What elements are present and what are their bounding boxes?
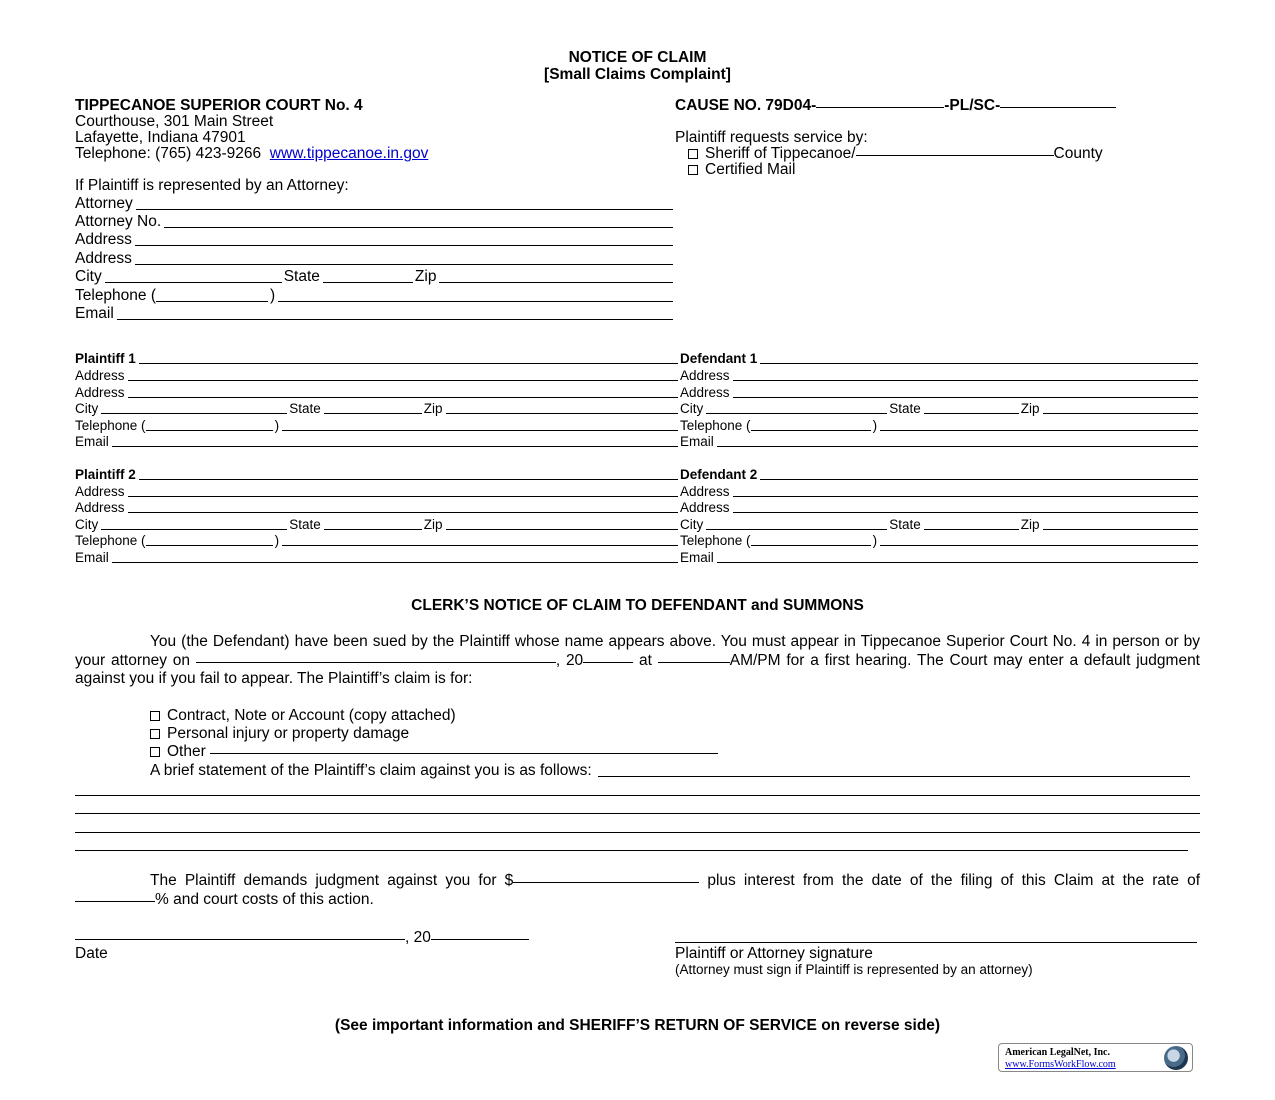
plaintiff2-email-field[interactable]	[112, 562, 678, 563]
notice-text-a: You (the Defendant) have been sued by the Plaintiff whose name appears above. You must appear in Tippecanoe Superior Court No. 4 in person or by your attorney on	[75, 633, 1200, 669]
attorney-address-field-2[interactable]	[135, 264, 673, 265]
claim-option-contract	[150, 707, 456, 725]
plaintiff1-city-label: City	[75, 401, 99, 416]
other-checkbox[interactable]	[150, 747, 160, 757]
defendant2-label: Defendant 2	[680, 467, 758, 482]
defendant1-zip-field[interactable]	[1043, 413, 1198, 414]
attorney-telephone-label: Telephone (	[75, 287, 157, 304]
defendant1-state-label: State	[889, 401, 921, 416]
claim-statement-row	[150, 762, 1192, 780]
defendant1-zip-label: Zip	[1020, 401, 1040, 416]
date-label: Date	[75, 945, 108, 962]
plaintiff1-address-row-1	[75, 368, 680, 384]
defendant2-state-label: State	[889, 517, 921, 532]
sheriff-checkbox[interactable]	[688, 149, 698, 159]
plaintiff2-address-row-1	[75, 484, 680, 500]
defendant1-city-field[interactable]	[706, 413, 887, 414]
plaintiff1-telephone-paren: )	[274, 418, 280, 433]
attorney-area-code-field[interactable]	[156, 301, 268, 302]
defendant2-email-row	[680, 550, 1200, 566]
attorney-city-field[interactable]	[105, 282, 282, 283]
plaintiff1-email-field[interactable]	[112, 446, 678, 447]
defendant1-email-label: Email	[680, 434, 714, 449]
attorney-address-row-2	[75, 250, 675, 268]
attorney-telephone-field[interactable]	[278, 301, 673, 302]
plaintiff1-city-row	[75, 401, 680, 417]
plaintiff2-email-row	[75, 550, 680, 566]
attorney-email-label: Email	[75, 305, 114, 322]
attorney-city-row	[75, 268, 675, 286]
attorney-header: If Plaintiff is represented by an Attorney:	[75, 177, 349, 194]
attorney-state-field[interactable]	[323, 282, 413, 283]
defendant1-name-row	[680, 351, 1200, 367]
claim-statement-field-4[interactable]	[75, 832, 1200, 833]
plaintiff1-state-label: State	[289, 401, 321, 416]
county-field[interactable]	[856, 155, 1054, 156]
notice-text-year: , 20	[555, 651, 584, 669]
defendant1-address-row-1	[680, 368, 1200, 384]
claim-option-other	[150, 743, 718, 761]
attorney-address-label: Address	[75, 231, 132, 248]
attorney-name-row	[75, 195, 675, 213]
plaintiff2-address-label: Address	[75, 500, 125, 515]
defendant2-address-row-1	[680, 484, 1200, 500]
notice-text-at: at	[639, 651, 652, 669]
hearing-year-field[interactable]	[583, 662, 633, 663]
contract-label: Contract, Note or Account (copy attached)	[167, 707, 456, 724]
plaintiff1-city-field[interactable]	[101, 413, 287, 414]
defendant2-telephone-row	[680, 533, 1200, 549]
defendant1-city-row	[680, 401, 1200, 417]
clerk-notice-paragraph	[75, 633, 1200, 689]
plaintiff1-address-row-2	[75, 385, 680, 401]
cause-number	[675, 97, 1116, 115]
claim-statement-label: A brief statement of the Plaintiff’s claim against you is as follows:	[150, 762, 592, 779]
plaintiff2-address-row-2	[75, 500, 680, 516]
service-certified-row	[688, 161, 795, 179]
attorney-city-label: City	[75, 268, 102, 285]
service-sheriff: Sheriff of Tippecanoe/	[705, 145, 856, 162]
defendant2-address-row-2	[680, 500, 1200, 516]
defendant1-city-label: City	[680, 401, 704, 416]
defendant2-telephone-paren: )	[872, 533, 878, 548]
plaintiff2-zip-label: Zip	[423, 517, 443, 532]
attorney-telephone-paren: )	[270, 287, 276, 304]
clerk-notice-heading: CLERK’S NOTICE OF CLAIM TO DEFENDANT and SUMMONS	[411, 597, 864, 614]
court-phone-line	[75, 145, 428, 163]
defendant1-telephone-paren: )	[872, 418, 878, 433]
attorney-name-field[interactable]	[136, 209, 673, 210]
interest-rate-field[interactable]	[75, 901, 155, 902]
defendant1-email-row	[680, 434, 1200, 450]
contract-checkbox[interactable]	[150, 711, 160, 721]
plaintiff1-label: Plaintiff 1	[75, 351, 136, 366]
other-field[interactable]	[210, 753, 718, 754]
signature-note: (Attorney must sign if Plaintiff is represented by an attorney)	[675, 962, 1033, 977]
claim-statement-field-2[interactable]	[75, 795, 1200, 796]
cause-middle: -PL/SC-	[944, 97, 1001, 114]
plaintiff2-area-code-field[interactable]	[146, 545, 273, 546]
claim-statement-field-3[interactable]	[75, 813, 1200, 814]
plaintiff1-email-row	[75, 434, 680, 450]
plaintiff2-address-field-2[interactable]	[128, 512, 678, 513]
plaintiff2-city-row	[75, 517, 680, 533]
attorney-email-row	[75, 305, 675, 323]
plaintiff2-address-label: Address	[75, 484, 125, 499]
plaintiff1-telephone-label: Telephone (	[75, 418, 146, 433]
cause-field-2[interactable]	[1000, 107, 1116, 108]
signature-date-field[interactable]	[75, 939, 405, 940]
attorney-address-row-1	[75, 231, 675, 249]
plaintiff2-city-label: City	[75, 517, 99, 532]
defendant2-city-label: City	[680, 517, 704, 532]
defendant2-zip-label: Zip	[1020, 517, 1040, 532]
plaintiff2-email-label: Email	[75, 550, 109, 565]
defendant2-area-code-field[interactable]	[751, 545, 871, 546]
plaintiff1-state-field[interactable]	[324, 413, 422, 414]
signature-label: Plaintiff or Attorney signature	[675, 945, 873, 962]
court-name: TIPPECANOE SUPERIOR COURT No. 4	[75, 97, 363, 114]
demand-amount-field[interactable]	[513, 882, 699, 883]
demand-paragraph	[75, 872, 1200, 909]
plaintiff2-telephone-label: Telephone (	[75, 533, 146, 548]
defendant1-name-field[interactable]	[760, 363, 1198, 364]
defendant2-zip-field[interactable]	[1043, 529, 1198, 530]
notice-text-d: AM/PM for a first hearing. The Court may enter a default judgment against you if you fail to appear. The Plaintiff’s claim is for:	[75, 651, 1200, 687]
defendant1-address-field-1[interactable]	[733, 380, 1198, 381]
plaintiff1-address-field-1[interactable]	[128, 380, 678, 381]
defendant1-label: Defendant 1	[680, 351, 758, 366]
defendant1-address-field-2[interactable]	[733, 397, 1198, 398]
attorney-number-row	[75, 213, 675, 231]
claim-option-injury	[150, 725, 409, 743]
claim-statement-field-1[interactable]	[598, 776, 1190, 777]
cause-field-1[interactable]	[816, 107, 944, 108]
defendant1-area-code-field[interactable]	[751, 430, 871, 431]
defendant1-telephone-row	[680, 418, 1200, 434]
defendant2-name-row	[680, 467, 1200, 483]
certified-mail-checkbox[interactable]	[688, 165, 698, 175]
plaintiff1-telephone-row	[75, 418, 680, 434]
demand-text-c: % and court costs of this action.	[155, 890, 374, 908]
plaintiff2-name-field[interactable]	[139, 479, 678, 480]
logo-company: American LegalNet, Inc.	[1005, 1047, 1110, 1058]
plaintiff1-address-field-2[interactable]	[128, 397, 678, 398]
attorney-number-field[interactable]	[164, 227, 673, 228]
plaintiff2-state-label: State	[289, 517, 321, 532]
demand-text-b: plus interest from the date of the filing of this Claim at the rate of	[707, 872, 1200, 889]
plaintiff1-telephone-field[interactable]	[282, 430, 678, 431]
plaintiff1-area-code-field[interactable]	[146, 430, 273, 431]
defendant1-telephone-field[interactable]	[880, 430, 1198, 431]
plaintiff2-telephone-field[interactable]	[282, 545, 678, 546]
service-certified: Certified Mail	[705, 161, 796, 178]
plaintiff2-telephone-row	[75, 533, 680, 549]
plaintiff2-address-field-1[interactable]	[128, 496, 678, 497]
defendant2-email-field[interactable]	[717, 562, 1198, 563]
court-address-1: Courthouse, 301 Main Street	[75, 113, 274, 130]
attorney-address-label: Address	[75, 250, 132, 267]
attorney-address-field-1[interactable]	[135, 245, 673, 246]
attorney-zip-field[interactable]	[439, 282, 673, 283]
plaintiff1-zip-field[interactable]	[446, 413, 678, 414]
plaintiff1-zip-label: Zip	[423, 401, 443, 416]
defendant1-email-field[interactable]	[717, 446, 1198, 447]
plaintiff2-telephone-paren: )	[274, 533, 280, 548]
defendant2-name-field[interactable]	[760, 479, 1198, 480]
injury-label: Personal injury or property damage	[167, 725, 410, 742]
logo-url[interactable]: www.FormsWorkFlow.com	[1005, 1059, 1116, 1070]
publisher-logo	[998, 1043, 1193, 1072]
defendant2-telephone-label: Telephone (	[680, 533, 751, 548]
form-title: NOTICE OF CLAIM	[568, 49, 707, 66]
attorney-name-label: Attorney	[75, 195, 133, 212]
attorney-state-label: State	[283, 268, 320, 285]
defendant1-telephone-label: Telephone (	[680, 418, 751, 433]
service-county: County	[1053, 145, 1103, 162]
plaintiff2-city-field[interactable]	[101, 529, 287, 530]
defendant2-address-label: Address	[680, 484, 730, 499]
attorney-zip-label: Zip	[414, 268, 437, 285]
signature-field[interactable]	[675, 942, 1197, 943]
signature-year-field[interactable]	[431, 939, 529, 940]
plaintiff1-address-label: Address	[75, 368, 125, 383]
plaintiff2-name-row	[75, 467, 680, 483]
service-label: Plaintiff requests service by:	[675, 129, 868, 146]
claim-statement-field-5[interactable]	[75, 850, 1188, 851]
defendant1-address-label: Address	[680, 385, 730, 400]
defendant2-address-field-1[interactable]	[733, 496, 1198, 497]
defendant2-city-row	[680, 517, 1200, 533]
plaintiff2-zip-field[interactable]	[446, 529, 678, 530]
defendant1-address-label: Address	[680, 368, 730, 383]
defendant1-state-field[interactable]	[924, 413, 1019, 414]
defendant2-state-field[interactable]	[924, 529, 1019, 530]
hearing-time-field[interactable]	[658, 662, 730, 663]
cause-prefix: CAUSE NO. 79D04-	[675, 97, 817, 114]
form-subtitle: [Small Claims Complaint]	[544, 66, 731, 83]
plaintiff1-email-label: Email	[75, 434, 109, 449]
court-address-2: Lafayette, Indiana 47901	[75, 129, 246, 146]
court-phone: Telephone: (765) 423-9266	[75, 145, 262, 162]
other-label: Other	[167, 743, 206, 760]
date-line-row	[75, 929, 529, 947]
court-website-link[interactable]: www.tippecanoe.in.gov	[269, 145, 429, 162]
plaintiff1-name-row	[75, 351, 680, 367]
plaintiff2-state-field[interactable]	[324, 529, 422, 530]
defendant2-telephone-field[interactable]	[880, 545, 1198, 546]
plaintiff2-label: Plaintiff 2	[75, 467, 136, 482]
defendant1-address-row-2	[680, 385, 1200, 401]
globe-icon	[1164, 1046, 1188, 1070]
plaintiff1-address-label: Address	[75, 385, 125, 400]
reverse-side-note: (See important information and SHERIFF’S RETURN OF SERVICE on reverse side)	[334, 1017, 941, 1034]
plaintiff1-name-field[interactable]	[139, 363, 678, 364]
defendant2-address-field-2[interactable]	[733, 512, 1198, 513]
attorney-telephone-row	[75, 287, 675, 305]
attorney-number-label: Attorney No.	[75, 213, 162, 230]
attorney-email-field[interactable]	[117, 319, 673, 320]
demand-text-a: The Plaintiff demands judgment against you for $	[150, 872, 514, 889]
hearing-date-field[interactable]	[196, 662, 556, 663]
defendant2-email-label: Email	[680, 550, 714, 565]
defendant2-city-field[interactable]	[706, 529, 887, 530]
injury-checkbox[interactable]	[150, 729, 160, 739]
defendant2-address-label: Address	[680, 500, 730, 515]
signature-year-label: , 20	[405, 929, 431, 946]
